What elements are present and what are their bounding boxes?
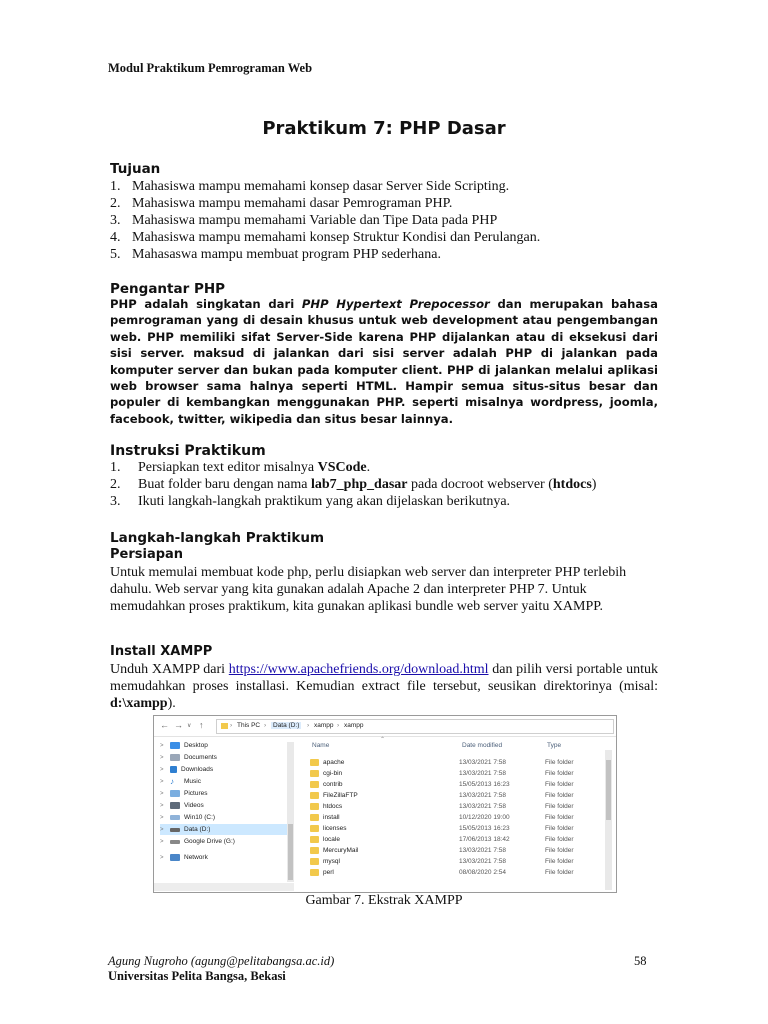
- table-row[interactable]: licenses 15/05/2013 16:23 File folder: [310, 823, 600, 834]
- figure-caption: Gambar 7. Ekstrak XAMPP: [305, 893, 463, 908]
- downloads-icon: [170, 766, 177, 773]
- folder-icon: [310, 814, 319, 821]
- nav-horizontal-scrollbar[interactable]: [154, 883, 294, 891]
- table-row[interactable]: cgi-bin 13/03/2021 7:58 File folder: [310, 768, 600, 779]
- list-item: 4. Mahasiswa mampu memahami konsep Struktur Kondisi dan Perulangan.: [110, 230, 541, 245]
- folder-icon: [310, 792, 319, 799]
- folder-icon: [310, 847, 319, 854]
- forward-arrow-icon[interactable]: →: [174, 720, 183, 730]
- table-row[interactable]: contrib 15/05/2013 16:23 File folder: [310, 779, 600, 790]
- nav-item-google-drive[interactable]: > Google Drive (G:): [160, 838, 235, 845]
- nav-scrollbar-thumb[interactable]: [288, 824, 293, 880]
- list-item: 3. Mahasiswa mampu memahami Variable dan Tipe Data pada PHP: [110, 213, 498, 228]
- column-header-type[interactable]: Type: [547, 742, 562, 749]
- nav-item-downloads[interactable]: > Downloads: [160, 766, 214, 773]
- back-arrow-icon[interactable]: ←: [160, 720, 169, 730]
- nav-item-win10-c[interactable]: > Win10 (C:): [160, 814, 216, 821]
- folder-icon: [310, 869, 319, 876]
- table-row[interactable]: locale 17/06/2013 18:42 File folder: [310, 834, 600, 845]
- table-row[interactable]: install 10/12/2020 19:00 File folder: [310, 812, 600, 823]
- pictures-icon: [170, 790, 180, 797]
- nav-item-network[interactable]: > Network: [160, 854, 208, 861]
- footer-author: Agung Nugroho (agung@pelitabangsa.ac.id): [108, 954, 335, 968]
- nav-scrollbar[interactable]: [287, 742, 294, 882]
- nav-item-desktop[interactable]: > Desktop: [160, 742, 208, 749]
- desktop-icon: [170, 742, 180, 749]
- list-item: 2. Buat folder baru dengan nama lab7_php_dasar pada docroot webserver (htdocs): [110, 477, 597, 492]
- nav-item-videos[interactable]: > Videos: [160, 802, 204, 809]
- nav-item-data-d[interactable]: > Data (D:): [160, 824, 288, 835]
- drive-icon: [170, 815, 180, 820]
- documents-icon: [170, 754, 180, 761]
- table-row[interactable]: perl 08/08/2020 2:54 File folder: [310, 867, 600, 878]
- column-header-name[interactable]: Name: [312, 742, 330, 749]
- column-header-date-modified[interactable]: Date modified: [462, 742, 503, 749]
- section-heading-langkah: Langkah-langkah Praktikum: [110, 530, 325, 546]
- up-arrow-icon[interactable]: ↑: [199, 720, 204, 730]
- nav-item-pictures[interactable]: > Pictures: [160, 790, 208, 797]
- list-item: 3. Ikuti langkah-langkah praktikum yang akan dijelaskan berikutnya.: [110, 494, 511, 509]
- running-header: Modul Praktikum Pemrograman Web: [108, 61, 313, 75]
- section-heading-tujuan: Tujuan: [110, 161, 161, 177]
- list-item: 2. Mahasiswa mampu memahami dasar Pemrograman PHP.: [110, 196, 453, 211]
- recent-dropdown-icon[interactable]: ∨: [187, 723, 192, 729]
- page-number: 58: [634, 954, 647, 968]
- folder-icon: [310, 781, 319, 788]
- section-heading-instruksi: Instruksi Praktikum: [110, 443, 266, 459]
- persiapan-paragraph: Untuk memulai membuat kode php, perlu disiapkan web server dan interpreter PHP terlebih dahulu. Web servar yang kita gunakan adalah Apache 2 dan interpreter PHP 7. Untuk memudahkan proses praktikum, kita gunakan aplikasi bundle web server yaitu XAMPP.: [110, 565, 627, 614]
- list-item: 5. Mahasaswa mampu membuat program PHP sederhana.: [110, 247, 441, 262]
- folder-icon: [310, 759, 319, 766]
- list-item: 1. Persiapkan text editor misalnya VSCode.: [110, 460, 371, 475]
- content-scrollbar[interactable]: [605, 750, 612, 890]
- network-icon: [170, 854, 180, 861]
- content-scrollbar-thumb[interactable]: [606, 760, 611, 820]
- instruksi-list: [110, 459, 650, 510]
- address-bar[interactable]: › This PC › Data (D:) › xampp › xampp: [216, 719, 614, 734]
- table-row[interactable]: mysql 13/03/2021 7:58 File folder: [310, 856, 600, 867]
- nav-item-documents[interactable]: > Documents: [160, 754, 217, 761]
- tujuan-list: [110, 178, 630, 263]
- file-explorer-screenshot: [153, 715, 617, 893]
- footer-institution: Universitas Pelita Bangsa, Bekasi: [108, 969, 286, 983]
- section-heading-pengantar: Pengantar PHP: [110, 281, 226, 297]
- pengantar-paragraph: PHP adalah singkatan dari PHP Hypertext Prepocessor dan merupakan bahasa pemrograman yang di desain khusus untuk web development atau pengembangan web. PHP memiliki sifat Server-Side karena PHP dijalankan atau di eksekusi dari sisi server. maksud di jalankan dari sisi server adalah PHP di jalankan pada komputer server dan bukan pada komputer client. PHP di jalankan melalui aplikasi web browser sama halnya seperti HTML. Hampir semua situs-situs besar dan populer di kembangkan menggunakan PHP. seperti misalnya wordpress, joomla, facebook, twitter, wikipedia dan situs besar lainnya.: [110, 297, 658, 426]
- sort-up-icon: ⌃: [380, 737, 386, 743]
- install-paragraph: Unduh XAMPP dari https://www.apachefriends.org/download.html dan pilih versi portable untuk memudahkan proses installasi. Kemudian extract file tersebut, seusikan direktorinya (misal: d:\xampp).: [110, 662, 658, 711]
- folder-icon: [310, 803, 319, 810]
- list-item: 1. Mahasiswa mampu memahami konsep dasar Server Side Scripting.: [110, 179, 510, 194]
- explorer-address-row: [154, 716, 616, 737]
- videos-icon: [170, 802, 180, 809]
- music-icon: ♪: [170, 777, 174, 786]
- breadcrumb-data-d[interactable]: Data (D:): [273, 722, 300, 729]
- subheading-persiapan: Persiapan: [110, 547, 184, 562]
- breadcrumb-xampp[interactable]: xampp: [314, 722, 334, 729]
- folder-icon: [221, 723, 228, 729]
- drive-icon: [170, 840, 180, 844]
- folder-icon: [310, 825, 319, 832]
- subheading-install-xampp: Install XAMPP: [110, 644, 213, 659]
- folder-icon: [310, 858, 319, 865]
- nav-item-music[interactable]: > ♪ Music: [160, 777, 201, 786]
- breadcrumb-xampp-sub[interactable]: xampp: [344, 722, 364, 729]
- xampp-download-link[interactable]: https://www.apachefriends.org/download.html: [228, 662, 489, 677]
- table-row[interactable]: MercuryMail 13/03/2021 7:58 File folder: [310, 845, 600, 856]
- table-row[interactable]: FileZillaFTP 13/03/2021 7:58 File folder: [310, 790, 600, 801]
- navigation-pane: [154, 736, 294, 892]
- table-row[interactable]: htdocs 13/03/2021 7:58 File folder: [310, 801, 600, 812]
- page-title: Praktikum 7: PHP Dasar: [262, 118, 506, 139]
- folder-icon: [310, 836, 319, 843]
- table-row[interactable]: apache 13/03/2021 7:58 File folder: [310, 757, 600, 768]
- breadcrumb-this-pc[interactable]: This PC: [237, 722, 261, 729]
- folder-icon: [310, 770, 319, 777]
- drive-icon: [170, 828, 180, 832]
